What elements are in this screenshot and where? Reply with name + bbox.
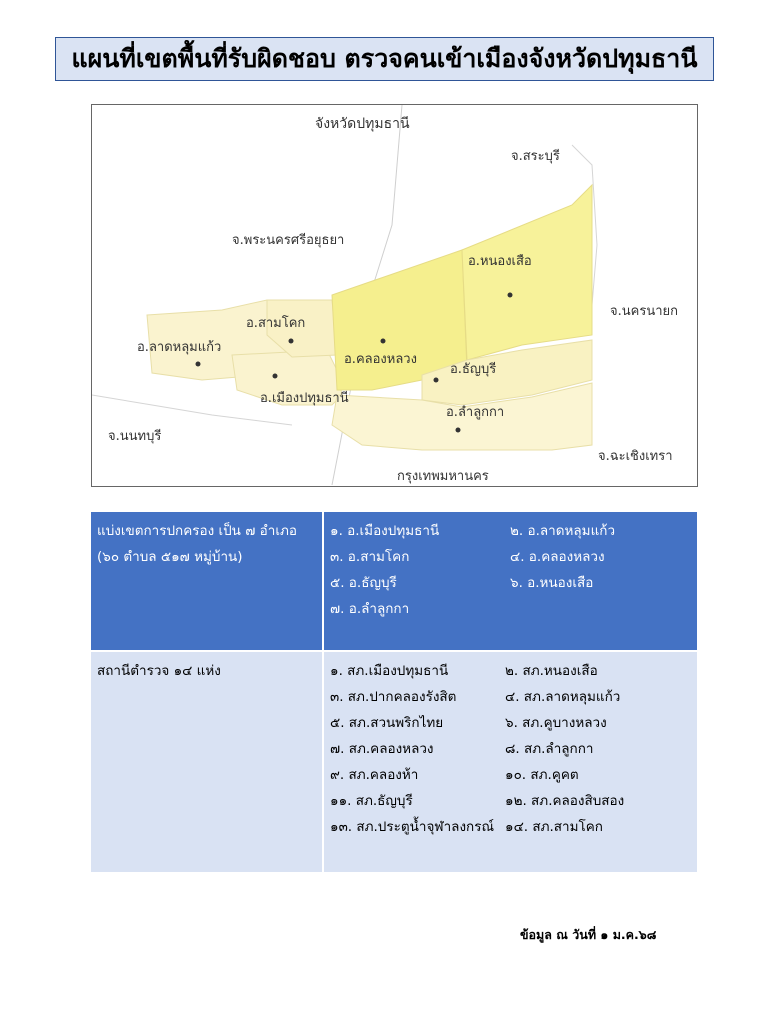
map-point-nong-suea (508, 293, 513, 298)
data-date-note: ข้อมูล ณ วันที่ ๑ ม.ค.๖๘ (520, 927, 657, 942)
police-item: ๑. สภ.เมืองปทุมธานี (330, 663, 449, 679)
admin-label-line1: แบ่งเขตการปกครอง เป็น ๗ อำเภอ (97, 523, 297, 539)
admin-list-cell (323, 512, 697, 651)
police-label: สถานีตำรวจ ๑๔ แห่ง (97, 663, 221, 679)
admin-label-line2: (๖๐ ตำบล ๕๑๗ หมู่บ้าน) (97, 549, 243, 565)
title-banner (55, 37, 714, 81)
police-item: ๒. สภ.หนองเสือ (505, 663, 598, 679)
label-chachoengsao: จ.ฉะเชิงเทรา (598, 449, 673, 464)
label-mueang: อ.เมืองปทุมธานี (260, 391, 349, 406)
map-point-thanyaburi (434, 378, 439, 383)
admin-item: ๕. อ.ธัญบุรี (330, 575, 397, 591)
label-lam-luk-ka: อ.ลำลูกกา (446, 405, 505, 420)
police-item: ๙. สภ.คลองห้า (330, 767, 419, 783)
police-item: ๑๐. สภ.คูคต (505, 767, 579, 783)
label-nong-suea: อ.หนองเสือ (468, 254, 532, 269)
map-heading: จังหวัดปทุมธานี (315, 116, 410, 132)
page-title: แผนที่เขตพื้นที่รับผิดชอบ ตรวจคนเข้าเมืองจังหวัดปทุมธานี (71, 44, 698, 73)
district-map (91, 104, 698, 487)
label-khlong-luang: อ.คลองหลวง (344, 352, 417, 367)
map-point-sam-khok (289, 339, 294, 344)
admin-item: ๓. อ.สามโคก (330, 549, 410, 565)
label-bangkok: กรุงเทพมหานคร (397, 469, 489, 484)
police-list-cell (323, 651, 697, 872)
police-item: ๕. สภ.สวนพริกไทย (330, 715, 444, 731)
info-table (91, 512, 697, 872)
admin-item: ๔. อ.คลองหลวง (510, 549, 605, 565)
admin-row (91, 512, 697, 651)
police-item: ๖. สภ.คูบางหลวง (505, 715, 607, 731)
admin-label-cell (91, 512, 323, 651)
map-point-lam-luk-ka (456, 428, 461, 433)
map-graphic (92, 105, 698, 487)
police-item: ๑๒. สภ.คลองสิบสอง (505, 793, 625, 809)
map-area-nong-suea (462, 185, 592, 360)
label-sam-khok: อ.สามโคก (246, 316, 306, 331)
admin-item: ๑. อ.เมืองปทุมธานี (330, 523, 440, 539)
admin-item: ๗. อ.ลำลูกกา (330, 601, 410, 617)
label-nakhon-nayok: จ.นครนายก (610, 304, 678, 319)
police-row (91, 651, 697, 872)
police-item: ๑๑. สภ.ธัญบุรี (330, 793, 413, 809)
police-label-cell (91, 651, 323, 872)
label-ayutthaya: จ.พระนครศรีอยุธยา (232, 233, 345, 248)
label-saraburi: จ.สระบุรี (511, 149, 560, 164)
label-nonthaburi: จ.นนทบุรี (108, 429, 162, 444)
label-lat-lum-kaeo: อ.ลาดหลุมแก้ว (137, 340, 222, 355)
police-item: ๗. สภ.คลองหลวง (330, 741, 434, 757)
label-thanyaburi: อ.ธัญบุรี (450, 362, 497, 377)
police-item: ๓. สภ.ปากคลองรังสิต (330, 689, 457, 705)
admin-item: ๖. อ.หนองเสือ (510, 575, 594, 591)
police-item: ๔. สภ.ลาดหลุมแก้ว (505, 689, 621, 705)
police-item: ๑๓. สภ.ประตูน้ำจุฬาลงกรณ์ (330, 819, 494, 835)
map-point-lat-lum-kaeo (196, 362, 201, 367)
admin-item: ๒. อ.ลาดหลุมแก้ว (510, 523, 616, 539)
police-item: ๑๔. สภ.สามโคก (505, 819, 603, 835)
admin-list (330, 518, 691, 622)
police-item: ๘. สภ.ลำลูกกา (505, 741, 594, 757)
map-point-mueang (273, 374, 278, 379)
map-point-khlong-luang (381, 339, 386, 344)
police-list (330, 658, 691, 840)
